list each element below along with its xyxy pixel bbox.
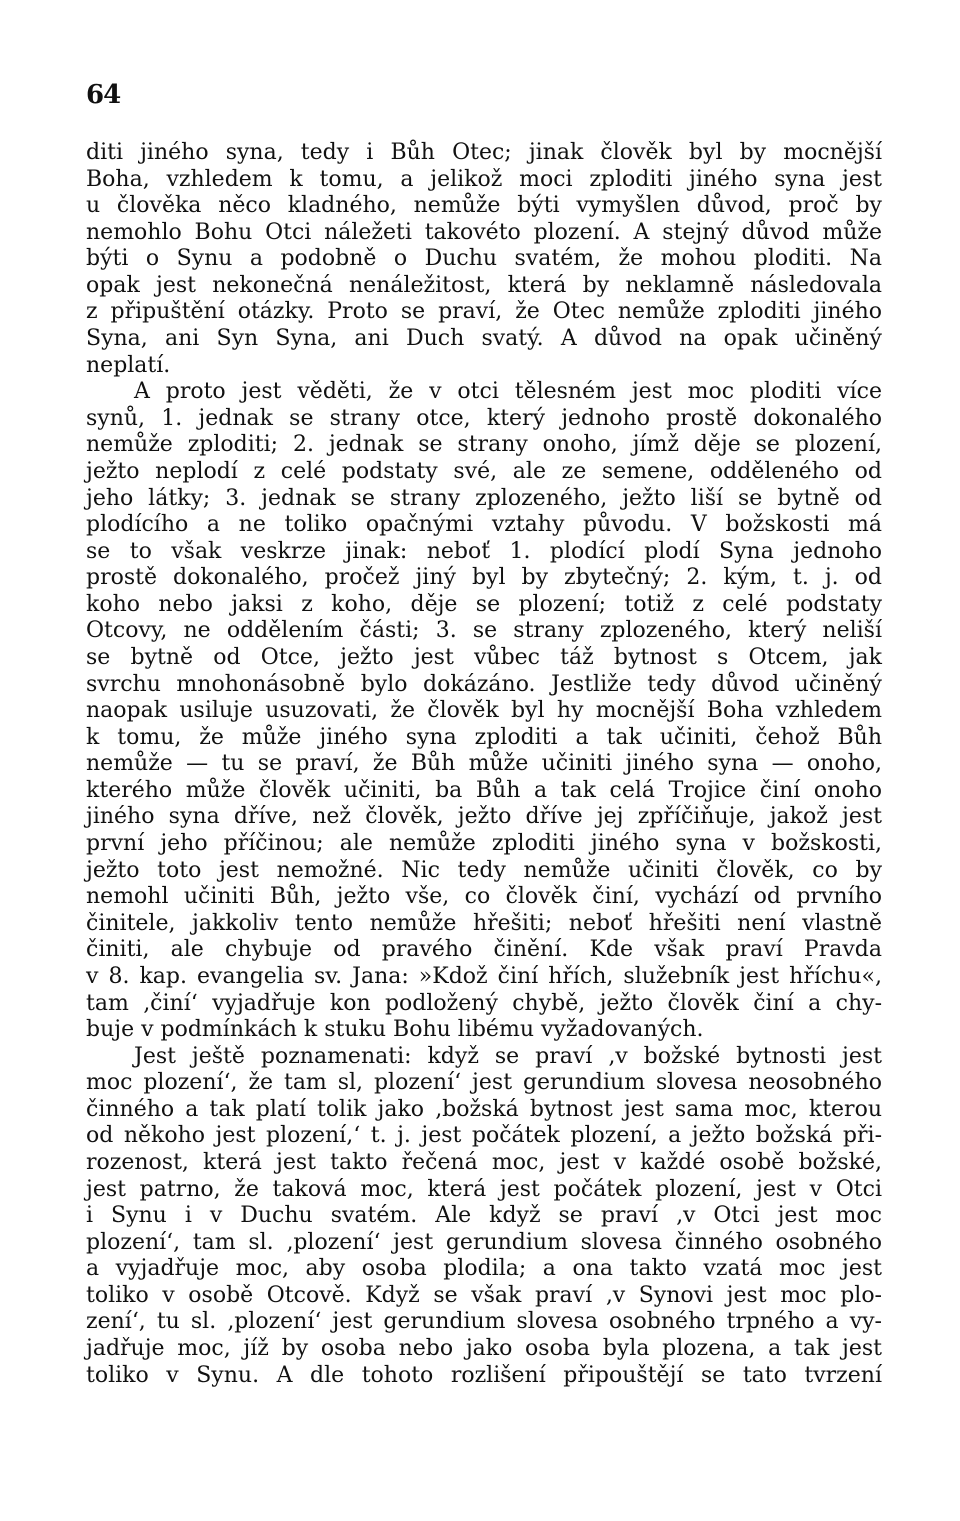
text-line: synů, 1. jednak se strany otce, který jednoho prostě dokonalého: [86, 405, 882, 431]
text-line: nemohlo Bohu Otci náležeti takovéto plození. A stejný důvod může: [86, 219, 882, 245]
text-line: Boha, vzhledem k tomu, a jelikož moci zploditi jiného syna jest: [86, 166, 882, 192]
text-line: koho nebo jaksi z koho, děje se plození; totiž z celé podstaty: [86, 591, 882, 617]
text-line: k tomu, že může jiného syna zploditi a tak učiniti, čehož Bůh: [86, 724, 882, 750]
text-line: toliko v osobě Otcově. Když se však praví ‚v Synovi jest moc plo-: [86, 1282, 882, 1308]
text-line: ježto toto jest nemožné. Nic tedy nemůže učiniti člověk, co by: [86, 857, 882, 883]
text-line: činitele, jakkoliv tento nemůže hřešiti; neboť hřešiti není vlastně: [86, 910, 882, 936]
text-line: první jeho příčinou; ale nemůže zploditi jiného syna v božskosti,: [86, 831, 882, 857]
text-line: opak jest nekonečná nenáležitost, která by neklamně následovala: [86, 272, 882, 298]
text-line: se bytně od Otce, ježto jest vůbec táž bytnost s Otcem, jak: [86, 644, 882, 670]
body-text: [86, 140, 882, 1440]
text-line: neplatí.: [86, 352, 171, 378]
text-line: u člověka něco kladného, nemůže býti vymyšlen důvod, proč by: [86, 193, 882, 219]
text-line: i Synu i v Duchu svatém. Ale když se praví ‚v Otci jest moc: [86, 1203, 882, 1229]
text-line: plodícího a ne toliko opačnými vztahy původu. V božskosti má: [86, 512, 882, 538]
page-number: 64: [86, 80, 121, 110]
text-line: jadřuje moc, jíž by osoba nebo jako osoba byla plozena, a tak jest: [86, 1336, 882, 1362]
text-line: činiti, ale chybuje od pravého činění. Kde však praví Pravda: [86, 937, 882, 963]
text-line: toliko v Synu. A dle tohoto rozlišení připouštějí se tato tvrzení: [86, 1362, 882, 1388]
text-line: naopak usiluje usuzovati, že člověk byl hy mocnější Boha vzhledem: [86, 698, 882, 724]
text-line: Syna, ani Syn Syna, ani Duch svatý. A důvod na opak učiněný: [86, 326, 882, 352]
text-line: nemůže zploditi; 2. jednak se strany onoho, jímž děje se plození,: [86, 432, 882, 458]
text-line: činného a tak platí tolik jako ‚božská bytnost jest sama moc, kterou: [86, 1096, 882, 1122]
text-line: rozenost, která jest takto řečená moc, jest v každé osobě božské,: [86, 1149, 882, 1175]
text-line: prostě dokonalého, pročež jiný byl by zbytečný; 2. kým, t. j. od: [86, 565, 882, 591]
text-line: Jest ještě poznamenati: když se praví ‚v božské bytnosti jest: [134, 1043, 882, 1069]
text-line: kterého může člověk učiniti, ba Bůh a tak celá Trojice činí onoho: [86, 777, 882, 803]
text-line: plození‘, tam sl. ‚plození‘ jest gerundium slovesa činného osobného: [86, 1229, 882, 1255]
text-line: Otcovy, ne oddělením části; 3. se strany zplozeného, který neliší: [86, 618, 882, 644]
text-line: od někoho jest plození,‘ t. j. jest počátek plození, a ježto božská při-: [86, 1123, 882, 1149]
text-line: buje v podmínkách k stuku Bohu libému vyžadovaných.: [86, 1017, 704, 1043]
text-line: z připuštění otázky. Proto se praví, že Otec nemůže zploditi jiného: [86, 299, 882, 325]
text-line: A proto jest věděti, že v otci tělesném jest moc ploditi více: [134, 379, 882, 405]
text-line: tam ‚činí‘ vyjadřuje kon podložený chybě, ježto člověk činí a chy-: [86, 990, 882, 1016]
text-line: jest patrno, že taková moc, která jest počátek plození, jest v Otci: [86, 1176, 882, 1202]
text-line: zení‘, tu sl. ‚plození‘ jest gerundium slovesa osobného trpného a vy-: [86, 1309, 882, 1335]
text-line: v 8. kap. evangelia sv. Jana: »Kdož činí hřích, služebník jest hříchu«,: [86, 963, 882, 989]
text-line: nemůže — tu se praví, že Bůh může učiniti jiného syna — onoho,: [86, 751, 882, 777]
text-line: nemohl učiniti Bůh, ježto vše, co člověk činí, vychází od prvního: [86, 884, 882, 910]
text-line: jiného syna dříve, než člověk, ježto dříve jej zpříčiňuje, jakož jest: [86, 804, 882, 830]
text-line: jeho látky; 3. jednak se strany zplozeného, ježto liší se bytně od: [86, 485, 882, 511]
text-line: moc plození‘, že tam sl, plození‘ jest gerundium slovesa neosobného: [86, 1070, 882, 1096]
text-line: diti jiného syna, tedy i Bůh Otec; jinak člověk byl by mocnější: [86, 140, 882, 165]
text-line: a vyjadřuje moc, aby osoba plodila; a ona takto vzatá moc jest: [86, 1256, 882, 1282]
text-line: býti o Synu a podobně o Duchu svatém, že mohou ploditi. Na: [86, 246, 882, 272]
text-line: se to však veskrze jinak: neboť 1. plodící plodí Syna jednoho: [86, 538, 882, 564]
text-line: ježto neplodí z celé podstaty své, ale ze semene, odděleného od: [86, 458, 882, 484]
text-line: svrchu mnohonásobně bylo dokázáno. Jestliže tedy důvod učiněný: [86, 671, 882, 697]
